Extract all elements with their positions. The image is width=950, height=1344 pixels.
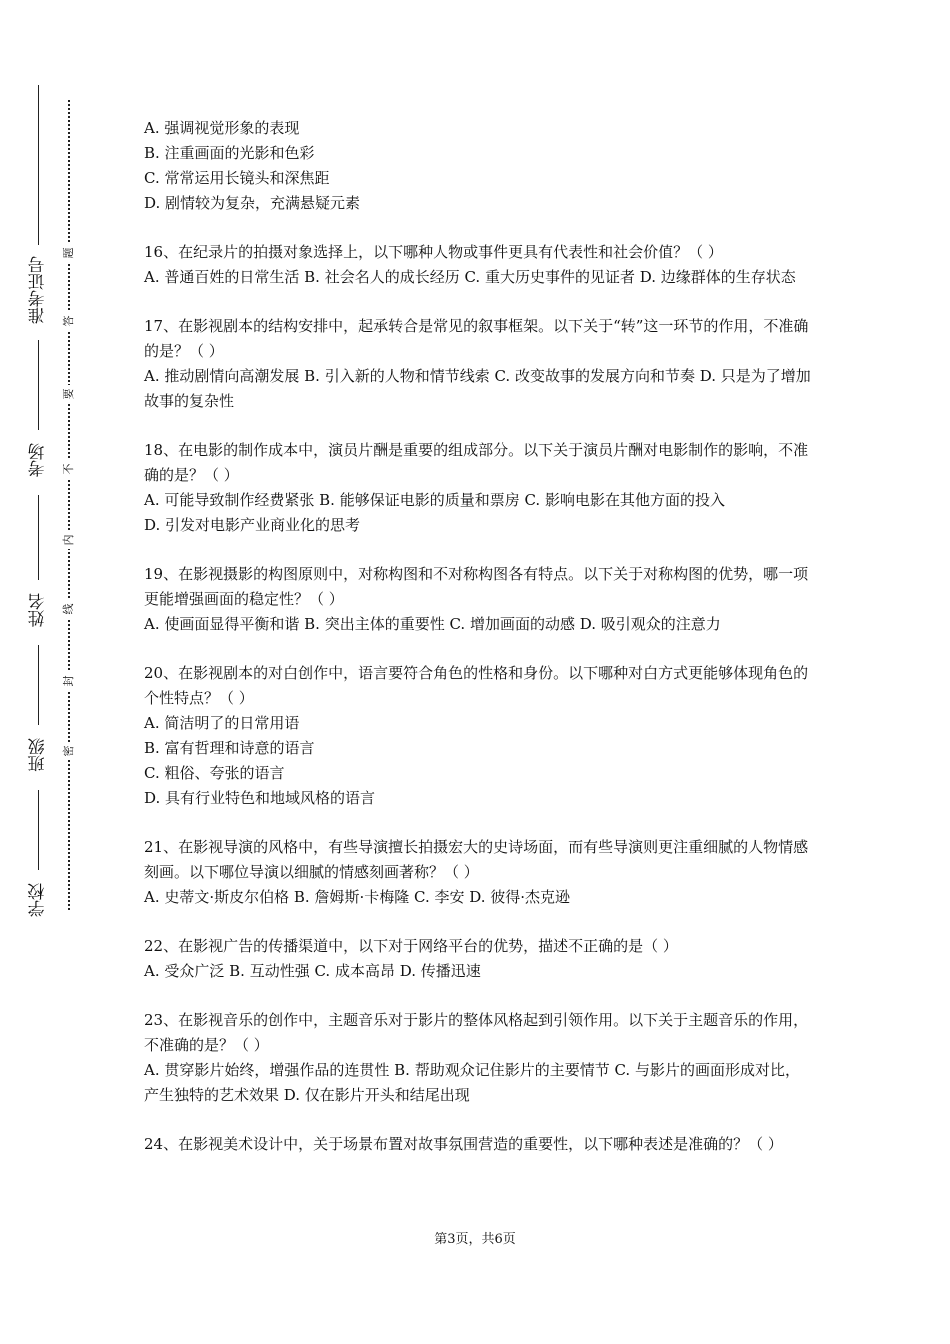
label-name: 姓名 <box>28 593 49 627</box>
question-17 <box>144 314 812 414</box>
question-stem: 22、在影视广告的传播渠道中，以下对于网络平台的优势，描述不正确的是（ ） <box>144 937 678 955</box>
label-class: 班级 <box>28 738 49 772</box>
label-exam-room: 考场 <box>28 443 49 477</box>
question-20 <box>144 661 812 811</box>
option-a: A. 简洁明了的日常用语 <box>144 714 300 732</box>
question-24 <box>144 1132 812 1157</box>
seal-word: 内 <box>60 531 78 549</box>
field-line <box>38 495 39 580</box>
question-19 <box>144 562 812 637</box>
question-stem: 18、在电影的制作成本中，演员片酬是重要的组成部分。以下关于演员片酬对电影制作的影响，不准确的是？（ ） <box>144 441 809 484</box>
seal-word: 不 <box>60 460 78 478</box>
seal-word: 要 <box>60 385 78 403</box>
question-options: A. 贯穿影片始终，增强作品的连贯性 B. 帮助观众记住影片的主要情节 C. 与影片的画面形成对比，产生独特的艺术效果 D. 仅在影片开头和结尾出现 <box>144 1061 800 1104</box>
seal-dotted-line <box>68 100 70 910</box>
seal-word: 线 <box>60 600 78 618</box>
question-options: A. 受众广泛 B. 互动性强 C. 成本高昂 D. 传播迅速 <box>144 962 481 980</box>
question-stem: 24、在影视美术设计中，关于场景布置对故事氛围营造的重要性，以下哪种表述是准确的？（ ） <box>144 1135 783 1153</box>
option-b: B. 富有哲理和诗意的语言 <box>144 739 315 757</box>
question-stem: 21、在影视导演的风格中，有些导演擅长拍摄宏大的史诗场面，而有些导演则更注重细腻的人物情感刻画。以下哪位导演以细腻的情感刻画著称？（ ） <box>144 838 809 881</box>
question-stem: 17、在影视剧本的结构安排中，起承转合是常见的叙事框架。以下关于“转”这一环节的作用，不准确的是？（ ） <box>144 317 809 360</box>
field-line <box>38 790 39 870</box>
question-18 <box>144 438 812 538</box>
option-c: C. 粗俗、夸张的语言 <box>144 764 285 782</box>
binding-margin <box>0 0 110 1344</box>
question-21 <box>144 835 812 910</box>
question-16 <box>144 240 812 290</box>
seal-word: 封 <box>60 672 78 690</box>
option-a: A. 强调视觉形象的表现 <box>144 119 300 137</box>
label-exam-id: 准考证号 <box>28 256 49 324</box>
question-23 <box>144 1008 812 1108</box>
question-options: D. 引发对电影产业商业化的思考 <box>144 516 361 534</box>
option-c: C. 常常运用长镜头和深焦距 <box>144 169 330 187</box>
question-options: A. 推动剧情向高潮发展 B. 引入新的人物和情节线索 C. 改变故事的发展方向和节奏 D. 只是为了增加故事的复杂性 <box>144 367 811 410</box>
page-number: 第3页，共6页 <box>434 1232 516 1247</box>
exam-content <box>144 116 812 1157</box>
field-line <box>38 645 39 725</box>
question-stem: 16、在纪录片的拍摄对象选择上，以下哪种人物或事件更具有代表性和社会价值？（ ） <box>144 243 723 261</box>
question-stem: 23、在影视音乐的创作中，主题音乐对于影片的整体风格起到引领作用。以下关于主题音乐的作用，不准确的是？（ ） <box>144 1011 809 1054</box>
question-stem: 20、在影视剧本的对白创作中，语言要符合角色的性格和身份。以下哪种对白方式更能够体现角色的个性特点？（ ） <box>144 664 809 707</box>
seal-word: 题 <box>60 244 78 262</box>
field-line <box>38 340 39 430</box>
question-options: A. 可能导致制作经费紧张 B. 能够保证电影的质量和票房 C. 影响电影在其他方面的投入 <box>144 491 725 509</box>
question-stem: 19、在影视摄影的构图原则中，对称构图和不对称构图各有特点。以下关于对称构图的优势，哪一项更能增强画面的稳定性？（ ） <box>144 565 809 608</box>
question-options: A. 史蒂文·斯皮尔伯格 B. 詹姆斯·卡梅隆 C. 李安 D. 彼得·杰克逊 <box>144 888 571 906</box>
option-d: D. 剧情较为复杂，充满悬疑元素 <box>144 194 361 212</box>
option-d: D. 具有行业特色和地域风格的语言 <box>144 789 376 807</box>
option-b: B. 注重画面的光影和色彩 <box>144 144 315 162</box>
label-school: 学校 <box>28 883 49 917</box>
seal-word: 答 <box>60 312 78 330</box>
question-options: A. 普通百姓的日常生活 B. 社会名人的成长经历 C. 重大历史事件的见证者 D. 边缘群体的生存状态 <box>144 268 796 286</box>
question-15-options <box>144 116 812 216</box>
question-options: A. 使画面显得平衡和谐 B. 突出主体的重要性 C. 增加画面的动感 D. 吸引观众的注意力 <box>144 615 721 633</box>
question-22 <box>144 934 812 984</box>
field-line <box>38 85 39 245</box>
seal-word: 密 <box>60 742 78 760</box>
